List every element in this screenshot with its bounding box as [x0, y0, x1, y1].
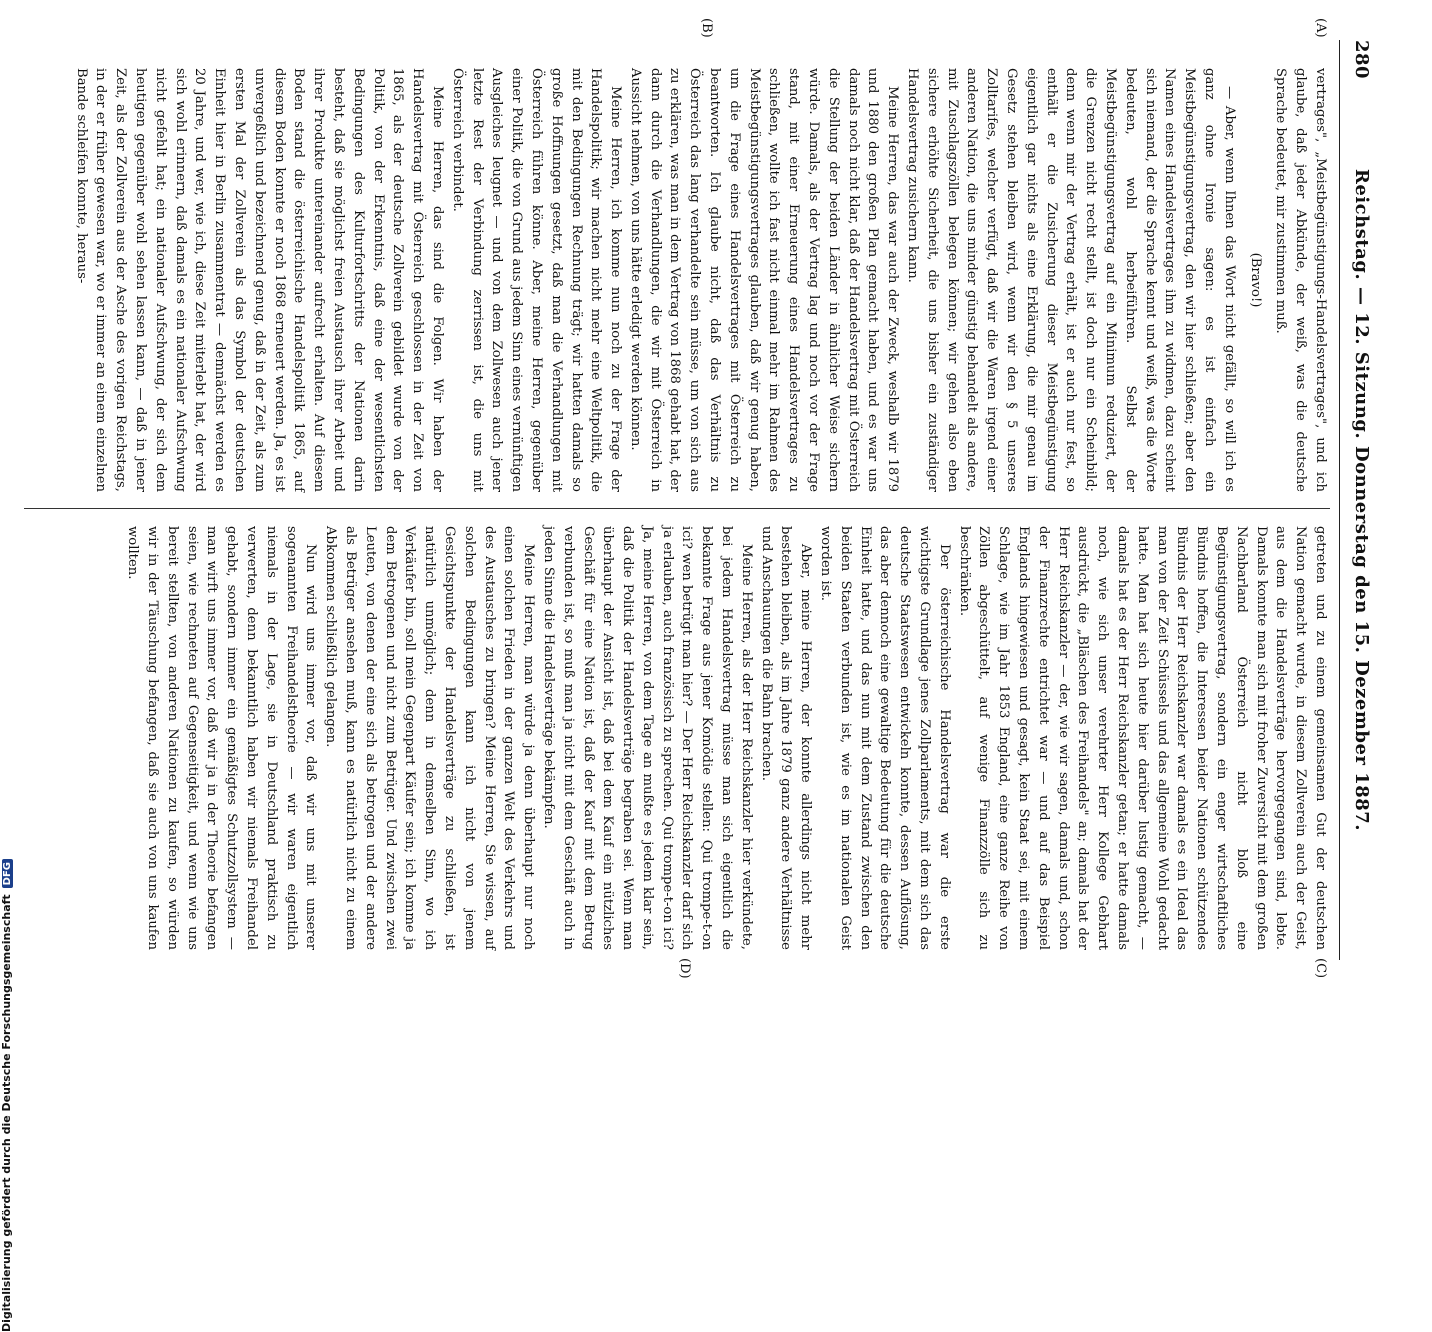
paragraph: Meine Herren, das sind die Folgen. Wir haben der Handelsvertrag mit Österreich geschlossen in der Zeit von 1865, als der deutsche Zollverein gebildet wurde von der Politik, von der Erkenntnis, daß eine der wesentlichsten Bedingungen des Kulturfortschritts der Nationen darin besteht, daß sie möglichst freien Austausch ihrer Arbeit und ihrer Produkte untereinander aufrecht erhalten. Auf diesem Boden stand die österreichische Handelspolitik 1865, auf diesem Boden konnte er noch 1868 erneuert werden. Ja, es ist unvergeßlich und bezeichnend genug, daß in der Zeit, als zum ersten Mal der Zollverein als das Symbol der deutschen Einheit hier in Berlin zusammentrat — demnächst werden es 20 Jahre, und wer, wie ich, diese Zeit miterlebt hat, der wird sich wohl erinnern, daß damals es ein nationaler Aufschwung nicht gefehlt hat; ein nationaler Aufschwung, der sich dem heutigen gegenüber wohl sehen lassen kann, — daß in jener Zeit, als der Zollverein aus der Asche des vorigen Reichstags, in der er früher gewesen war, wo er immer an einem einzelnen Bande schleifen konnte, heraus- [73, 68, 445, 492]
paragraph: — Aber, wenn Ihnen das Wort nicht gefällt, so will ich es ganz ohne Ironie sagen: es ist einfach ein Meistbegünstigungsvertrag, den wir hier schließen; aber den Namen eines Handelsvertrages ihm zu widmen, dazu scheint sich niemand, der die Sprache kennt und weiß, was die Worte bedeuten, wohl herbeiführen. Selbst der Meistbegünstigungsvertrag auf ein Minimum reduziert, der die Grenzen nicht recht stellt, ist doch nur ein Scheinbild; denn wenn mir der Vertrag erhält, ist er auch nur fest, so enthält er die Zusicherung dieser Meistbegünstigung eigentlich gar nichts als eine Erklärung, die mir genau im Gesetz stehen bleiben wird, wenn wir den § 5 unseres Zolltarifes, welcher verfügt, daß wir die Waren irgend einer anderen Nation, die uns minder günstig behandelt als andere, mit Zuschlagszöllen belegen können; wir gehen also eben sichere erhöhte Sicherheit, die uns bisher ein zuständiger Handelsvertrag zusichern kann. [905, 68, 1237, 492]
column-divider [24, 508, 1330, 509]
running-head: Reichstag. — 12. Sitzung. Donnerstag den 15. Dezember 1887. [1351, 168, 1372, 832]
paragraph: Der österreichische Handelsvertrag war die erste wichtigste Grundlage jenes Zollparlaments, mit dem sich das deutsche Staatswesen entwickeln konnte, dessen Auflösung, das aber dennoch eine gewaltige Bedeutung für die deutsche Einheit hatte, und das nun mit dem Zustand zwischen den beiden Staaten verbunden ist, wie es im nationalen Geist worden ist. [818, 526, 952, 950]
digitization-credit [0, 859, 13, 1332]
applause-note: (Bravo!) [1247, 252, 1263, 308]
header-rule [1339, 40, 1340, 960]
margin-marker-c: (C) [1313, 958, 1328, 979]
text-column-right [34, 526, 1330, 950]
paragraph: getreten und zu einem gemeinsamen Gut der deutschen Nation gemacht wurde, in diesem Zollverein auch der Geist, aus dem die Handelsverträge hervorgegangen sind, lebte. Damals konnte man sich mit froher Zuversicht mit dem großen Nachbarland Österreich nicht bloß eine Begünstigungsvertrag, sondern ein enger wirtschaftliches Bündnis hoffen, die Interessen beider Nationen schützendes Bündnis der Herr Reichskanzler war damals es ein Ideal das man von der Zeit Schüssels und das allgemeine Wohl gedacht hatte. Man hat sich heute hier darüber lustig gemacht, — damals hat es der Herr Reichskanzler getan; er hatte damals noch, wie sich unser verehrter Herr Kollege Gebhart ausdrückt, die „Bläschen des Freihandels" an; damals hat der Herr Reichskanzler — der, wie wir sagen, damals und, schon der Finanzrechte entrichtet war — und auf das Beispiel Englands hingewiesen und gesagt, kein Staat sei, mit einem Schlage, wie im Jahr 1853 England, eine ganze Reihe von Zöllen abgeschüttelt, auf wenige Finanzzölle sich zu beschränken. [956, 526, 1328, 950]
margin-marker-b: (B) [699, 18, 714, 38]
margin-marker-a: (A) [1313, 18, 1328, 38]
page-number: 280 [1351, 40, 1372, 80]
margin-marker-d: (D) [677, 958, 692, 979]
paragraph: Meine Herren, man würde ja denn überhaupt nur noch einen solchen Frieden in der ganzen Welt des Verkehrs und des Austausches zu bringen? Meine Herren, Sie wissen, auf solchen Bedingungen kann ich nicht von jenem Gesichtspunkte der Handelsverträge zu schließen, ist natürlich unmöglich; denn in demselben Sinn, wo ich Verkäufer bin, soll mein Gegenpart Käufer sein; ich komme ja dem Betrogenen und nicht zum Betrüger. Und zwischen zwei Leuten, von denen der eine sich als betrogen und der andere als Betrüger ansehen muß, kann es natürlich nicht zu einem Abkommen schließlich gelangen. [323, 526, 537, 950]
paragraph: Nun wird uns immer vor, daß wir uns mit unserer sogenannten Freihandelstheorie — wir waren eigentlich niemals in der Lage, sie in Deutschland praktisch zu verwerten, denn bekanntlich haben wir niemals Freihandel gehabt, sondern immer ein gemäßigtes Schutzzollsystem — man wirft uns immer vor, daß wir ja in der Theorie befangen seien, wie rechneten auf Gegenseitigkeit, und wenn wie uns bereit stellten, von anderen Nationen zu kaufen, so würden wir in der Täuschung befangen, daß sie auch von uns kaufen wollten. [125, 526, 319, 950]
paragraph: vertrages", „Meistbegünstigungs-Handelsvertrages", und ich glaube, daß jeder Abkünde, der weiß, was die deutsche Sprache bedeutet, mir zustimmen muß. [1273, 68, 1328, 492]
paragraph: Meine Herren, ich komme nun noch zu der Frage der Handelspolitik; wir machen nicht mehr eine Weltpolitik, die mit den Bedingungen Rechnung trägt; wir hatten damals so große Hoffnungen gesetzt, daß man die Verhandlungen mit Österreich führen könne. Aber, meine Herren, gegenüber einer Politik, die von Grund aus jedem Sinn eines vernünftigen Ausgleiches leugnet — und von dem Zollwesen auch jener letzte Rest der Verbindung zerrissen ist, die uns mit Österreich verbindet. [449, 68, 624, 492]
paragraph: Meine Herren, das war auch der Zweck, weshalb wir 1879 und 1880 den großen Plan gemacht haben, und es war uns damals noch nicht klar, daß der Handelsvertrag mit Österreich die Stellung der beiden Länder in ähnlicher Weise sichern würde. Damals, als der Vertrag lag und noch vor der Frage stand, mit einer Erneuerung eines Handelsvertrages zu schließen, wollte ich fast nicht einmal mehr im Rahmen des Meistbegünstigungsvertrages glauben, daß wir genug haben, um die Frage eines Handelsvertrages mit Österreich zu beantworten. Ich glaube nicht, daß das Verhältnis zu Österreich das lang verhandelte sein müsse, um von sich aus zu erklären, was man in dem Vertrag von 1868 gehabt hat, der dann durch die Verhandlungen, die wir mit Österreich in Aussicht nehmen, von uns hätte erledigt werden können. [627, 68, 901, 492]
page-header [1348, 40, 1372, 960]
paragraph: Meine Herren, als der Herr Reichskanzler hier verkündete, bei jedem Handelsvertrag müsse man sich eigentlich die bekannte Frage aus jener Komödie stellen: Qui trompe-t-on ici? wen betrügt man hier? — Der Herr Reichskanzler darf sich ja erlauben, auch französisch zu sprechen. Qui trompe-t-on ici? Ja, meine Herren, von dem Tage an mußte es jedem klar sein, daß die Politik der Handelsverträge begraben sei. Wenn man überhaupt der Ansicht ist, daß bei dem Kauf ein nützliches Geschäft für eine Nation ist, daß der Kauf mit dem Betrug verbunden ist, so muß man ja nicht mit dem Geschäft auch in jeden Sinne die Handelsverträge bekämpfen. [540, 526, 754, 950]
dfg-logo: DFG [2, 859, 13, 888]
credit-text: Digitalisierung gefördert durch die Deutsche Forschungsgemeinschaft [0, 894, 13, 1332]
paragraph: Aber, meine Herren, der konnte allerdings nicht mehr bestehen bleiben, als im Jahre 1879 ganz andere Verhältnisse und Anschauungen die Bahn brachen. [758, 526, 814, 950]
text-column-left [34, 68, 1330, 492]
